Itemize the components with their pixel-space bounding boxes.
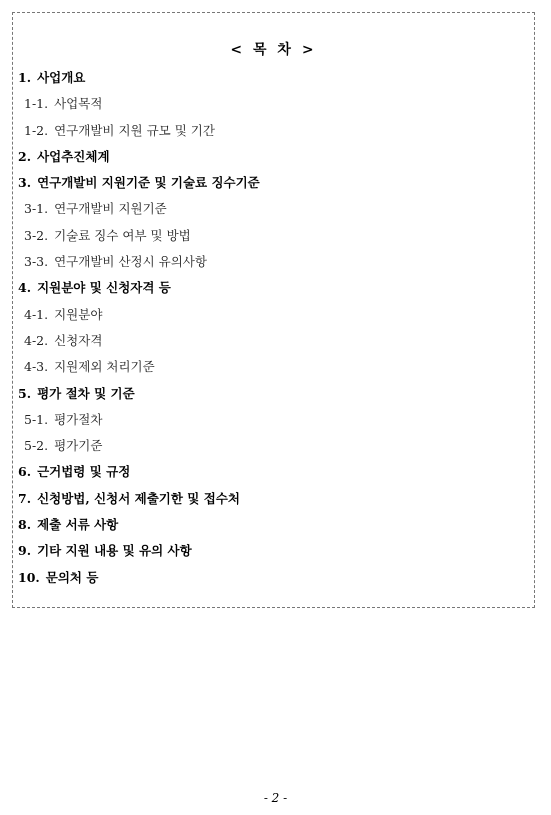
toc-item-label: 제출 서류 사항 (37, 517, 119, 533)
toc-item-number: 4-3. (24, 359, 49, 375)
toc-subsection-item (18, 407, 528, 433)
toc-subsection-item (18, 196, 528, 222)
toc-item-number: 10. (18, 569, 40, 585)
toc-item-label: 연구개발비 지원 규모 및 기간 (54, 122, 215, 138)
toc-subsection-item (18, 328, 528, 354)
table-of-contents-box (12, 12, 535, 608)
toc-subsection-item (18, 118, 528, 144)
toc-item-number: 3-1. (24, 201, 49, 217)
toc-subsection-item (18, 433, 528, 459)
toc-item-label: 평가기준 (54, 438, 103, 454)
toc-section-item (18, 381, 528, 407)
toc-item-number: 5. (18, 385, 32, 401)
toc-item-number: 1-2. (24, 122, 49, 138)
toc-list (18, 65, 528, 591)
toc-item-number: 5-2. (24, 438, 49, 454)
toc-item-number: 5-1. (24, 411, 49, 427)
page-number: - 2 - (263, 791, 288, 805)
toc-item-number: 7. (18, 490, 32, 506)
toc-section-item (18, 486, 528, 512)
toc-item-number: 4-1. (24, 306, 49, 322)
toc-section-item (18, 65, 528, 91)
toc-item-number: 4. (18, 280, 32, 296)
toc-item-label: 평가절차 (54, 411, 103, 427)
toc-item-label: 지원분야 (54, 306, 103, 322)
toc-item-number: 3-2. (24, 227, 49, 243)
toc-subsection-item (18, 302, 528, 328)
toc-item-label: 사업추진체계 (37, 148, 110, 164)
toc-subsection-item (18, 249, 528, 275)
toc-item-label: 연구개발비 산정시 유의사항 (54, 254, 207, 270)
toc-subsection-item (18, 354, 528, 380)
toc-item-number: 8. (18, 517, 32, 533)
toc-item-number: 4-2. (24, 332, 49, 348)
toc-item-label: 연구개발비 지원기준 및 기술료 징수기준 (37, 175, 260, 191)
toc-item-label: 신청자격 (54, 332, 103, 348)
toc-item-number: 3-3. (24, 254, 49, 270)
toc-item-label: 지원제외 처리기준 (54, 359, 155, 375)
toc-title: < 목 차 > (230, 42, 317, 58)
toc-section-item (18, 459, 528, 485)
toc-section-item (18, 512, 528, 538)
toc-item-label: 근거법령 및 규정 (37, 464, 131, 480)
toc-item-label: 평가 절차 및 기준 (37, 385, 135, 401)
toc-item-label: 문의처 등 (45, 569, 99, 585)
toc-item-number: 2. (18, 148, 32, 164)
toc-item-label: 사업목적 (54, 96, 103, 112)
toc-item-number: 9. (18, 543, 32, 559)
toc-item-label: 지원분야 및 신청자격 등 (37, 280, 171, 296)
toc-section-item (18, 565, 528, 591)
toc-item-label: 기타 지원 내용 및 유의 사항 (37, 543, 192, 559)
toc-item-label: 사업개요 (37, 70, 86, 85)
toc-section-item (18, 144, 528, 170)
toc-item-label: 신청방법, 신청서 제출기한 및 접수처 (37, 490, 240, 506)
toc-subsection-item (18, 91, 528, 117)
toc-subsection-item (18, 223, 528, 249)
toc-item-number: 6. (18, 464, 32, 480)
toc-item-number: 1-1. (24, 96, 49, 112)
toc-section-item (18, 275, 528, 301)
toc-item-number: 1. (18, 70, 32, 85)
toc-section-item (18, 170, 528, 196)
toc-item-label: 기술료 징수 여부 및 방법 (54, 227, 191, 243)
toc-item-number: 3. (18, 175, 32, 191)
toc-section-item (18, 538, 528, 564)
toc-item-label: 연구개발비 지원기준 (54, 201, 167, 217)
